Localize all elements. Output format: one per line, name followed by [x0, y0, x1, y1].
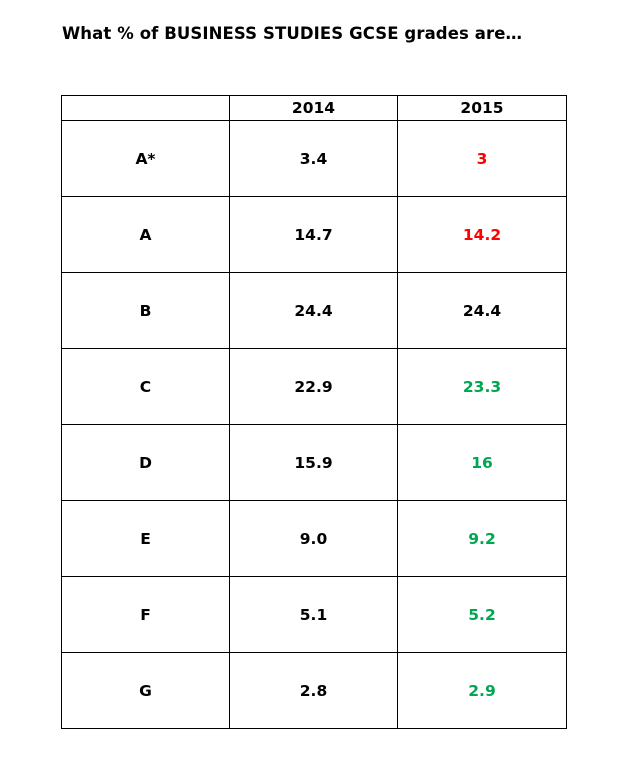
header-cell-grade [62, 96, 230, 121]
grade-cell: F [62, 577, 230, 653]
table-row [62, 425, 567, 501]
table-header-row [62, 96, 567, 121]
grade-cell: E [62, 501, 230, 577]
grade-cell: A [62, 197, 230, 273]
value-2014-cell: 15.9 [230, 425, 398, 501]
value-2014-cell: 24.4 [230, 273, 398, 349]
table-row [62, 577, 567, 653]
table-row [62, 501, 567, 577]
header-cell-2014: 2014 [230, 96, 398, 121]
value-2014-cell: 22.9 [230, 349, 398, 425]
header-cell-2015: 2015 [398, 96, 567, 121]
value-2015-cell: 14.2 [398, 197, 567, 273]
value-2014-cell: 2.8 [230, 653, 398, 729]
value-2015-cell: 23.3 [398, 349, 567, 425]
grade-cell: G [62, 653, 230, 729]
value-2015-cell: 2.9 [398, 653, 567, 729]
grade-cell: C [62, 349, 230, 425]
grade-cell: B [62, 273, 230, 349]
value-2014-cell: 14.7 [230, 197, 398, 273]
table-row [62, 121, 567, 197]
grade-cell: D [62, 425, 230, 501]
value-2014-cell: 9.0 [230, 501, 398, 577]
value-2015-cell: 24.4 [398, 273, 567, 349]
table-row [62, 653, 567, 729]
value-2014-cell: 3.4 [230, 121, 398, 197]
grades-table [61, 95, 567, 729]
value-2015-cell: 3 [398, 121, 567, 197]
table-row [62, 349, 567, 425]
value-2015-cell: 9.2 [398, 501, 567, 577]
value-2015-cell: 5.2 [398, 577, 567, 653]
page-title: What % of BUSINESS STUDIES GCSE grades are… [62, 24, 523, 43]
table-row [62, 273, 567, 349]
grade-cell: A* [62, 121, 230, 197]
value-2015-cell: 16 [398, 425, 567, 501]
value-2014-cell: 5.1 [230, 577, 398, 653]
table-row [62, 197, 567, 273]
